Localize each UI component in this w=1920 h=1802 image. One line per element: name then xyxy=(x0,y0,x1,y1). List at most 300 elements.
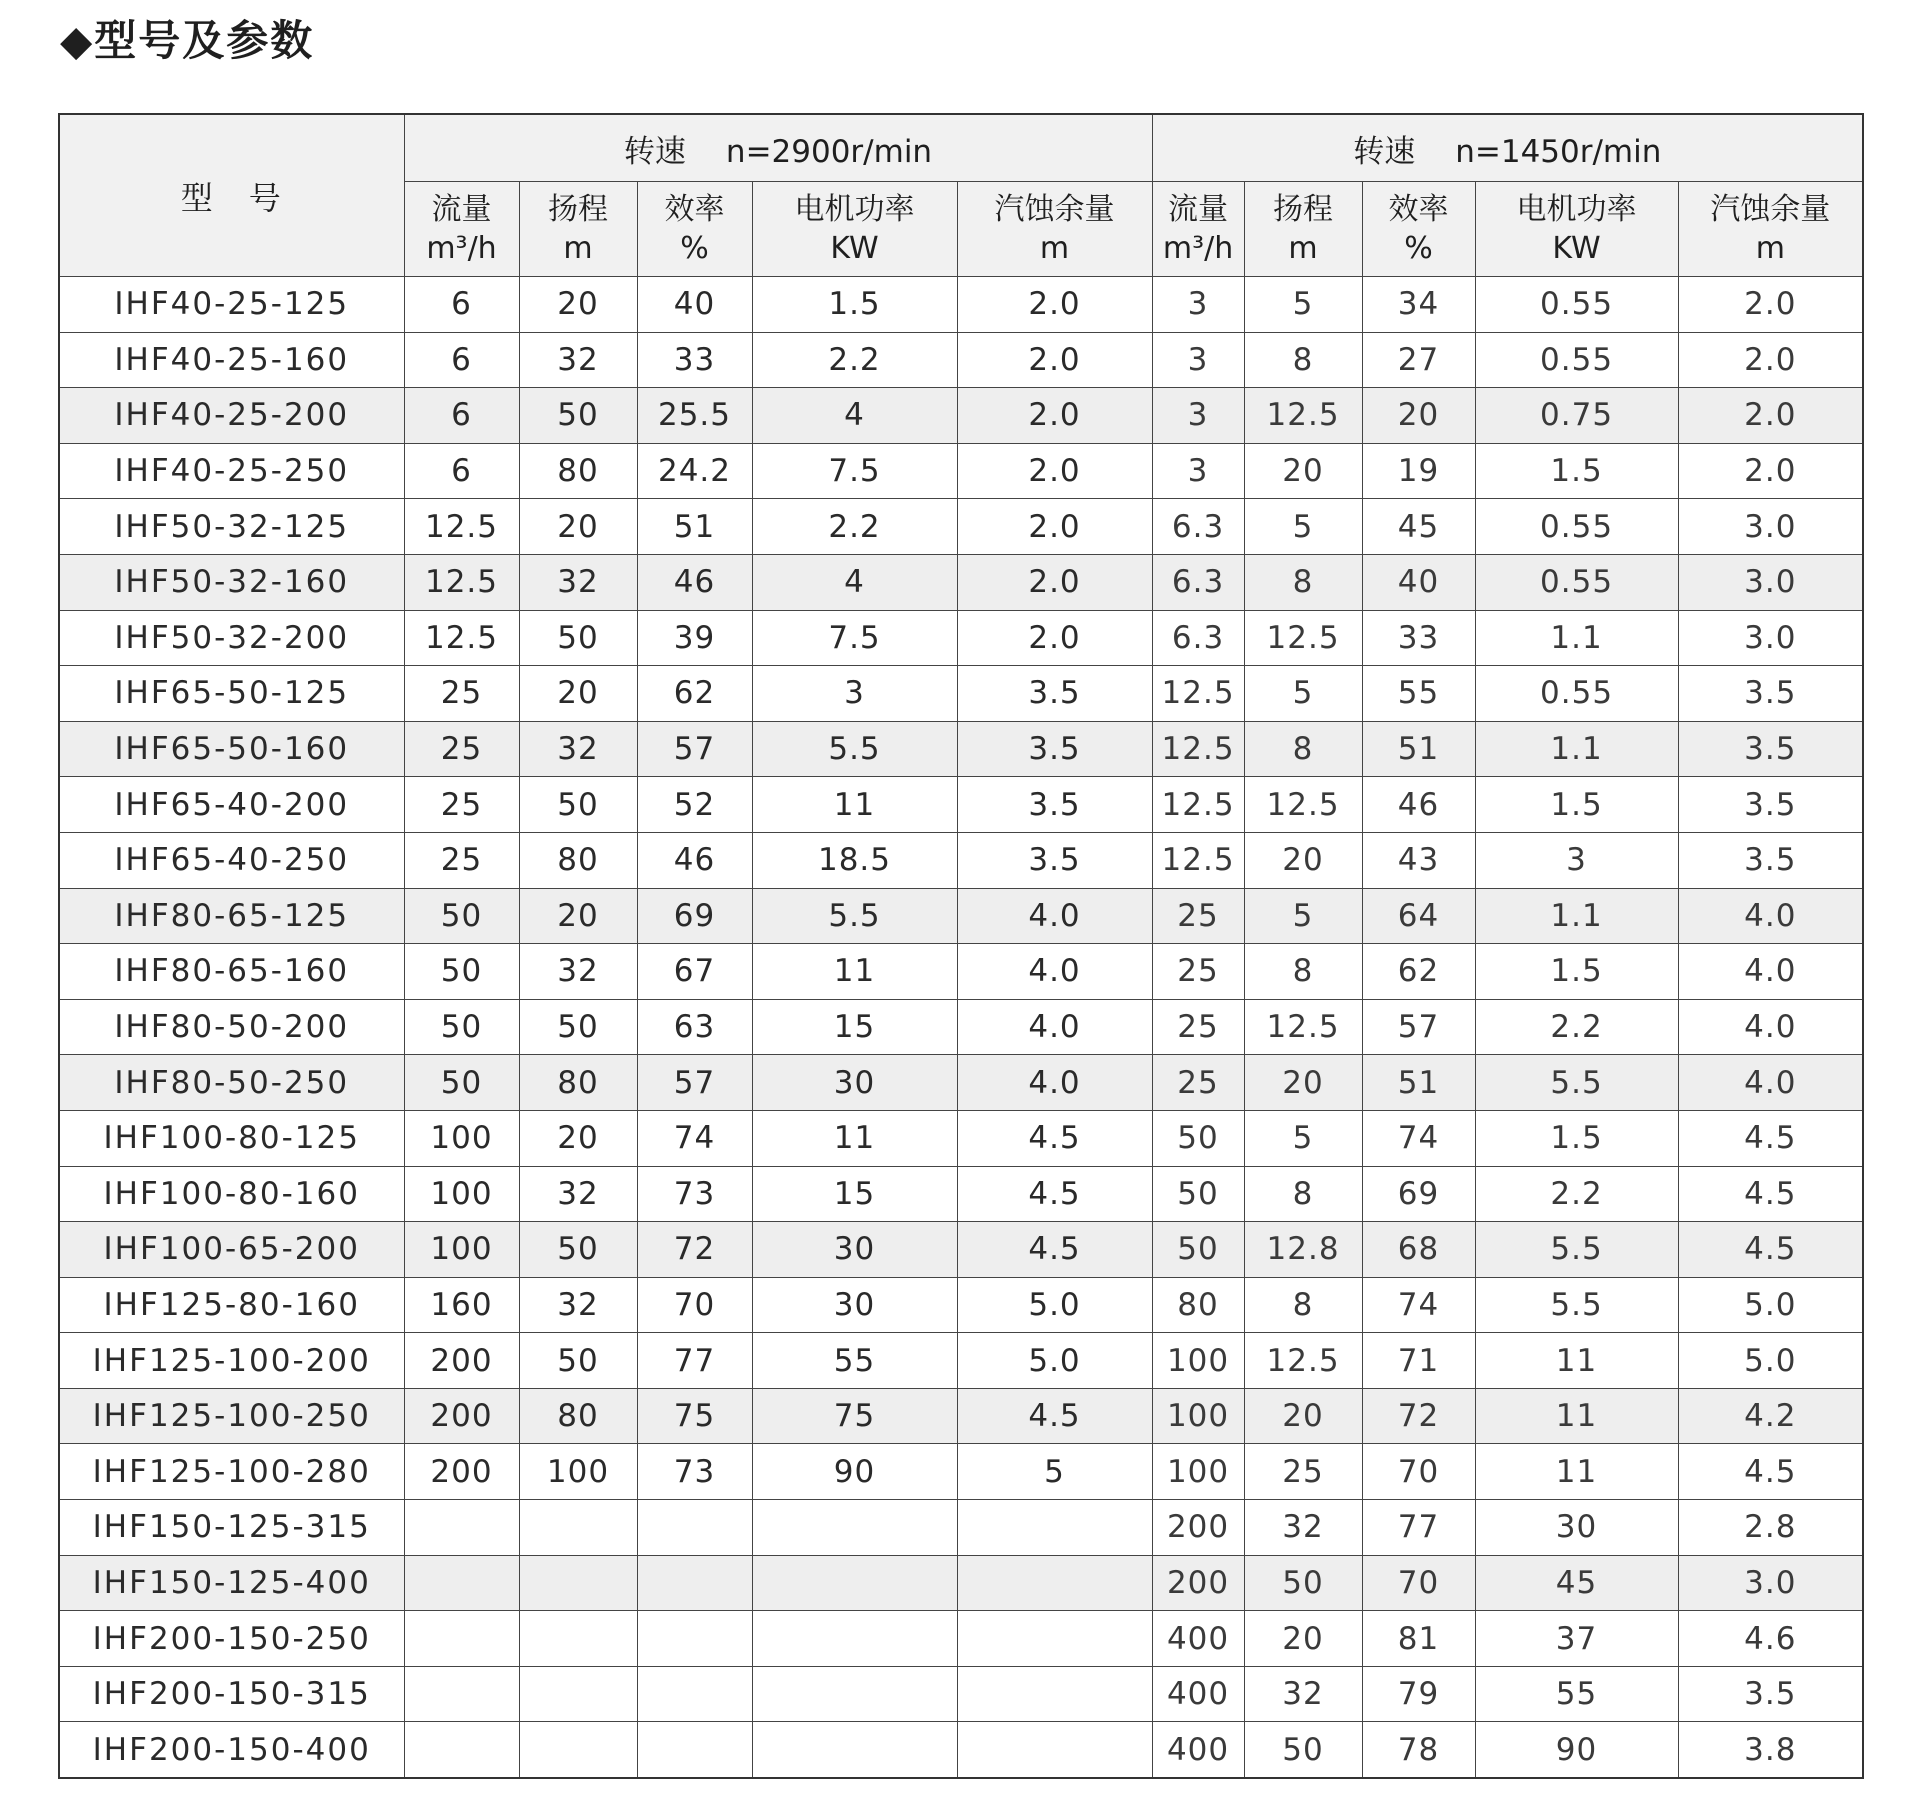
value-cell xyxy=(637,1500,752,1556)
value-cell: 46 xyxy=(637,554,752,610)
value-cell: 2.0 xyxy=(957,332,1152,388)
value-cell: 5 xyxy=(1244,1110,1362,1166)
value-cell: 1.1 xyxy=(1475,721,1678,777)
column-unit: % xyxy=(1404,231,1433,266)
value-cell: 12.5 xyxy=(1244,388,1362,444)
value-cell: 32 xyxy=(519,332,637,388)
value-cell: 57 xyxy=(1362,999,1475,1055)
column-unit: KW xyxy=(830,231,879,266)
value-cell: 11 xyxy=(752,1110,957,1166)
value-cell: 4 xyxy=(752,554,957,610)
table-row xyxy=(59,1277,1863,1333)
value-cell: 12.5 xyxy=(404,610,519,666)
value-cell: 30 xyxy=(752,1055,957,1111)
table-row xyxy=(59,1333,1863,1389)
value-cell xyxy=(752,1611,957,1667)
column-unit: m³/h xyxy=(1162,231,1234,266)
speed-value: n=1450r/min xyxy=(1455,133,1662,170)
table-row xyxy=(59,1110,1863,1166)
value-cell: 12.5 xyxy=(1244,999,1362,1055)
table-row xyxy=(59,1500,1863,1556)
value-cell: 50 xyxy=(519,1222,637,1278)
column-name: 效率 xyxy=(1388,192,1449,227)
value-cell: 2.0 xyxy=(957,277,1152,333)
value-cell: 77 xyxy=(1362,1500,1475,1556)
value-cell xyxy=(519,1666,637,1722)
model-cell: IHF200-150-250 xyxy=(59,1611,404,1667)
value-cell: 1.5 xyxy=(1475,777,1678,833)
value-cell: 1.5 xyxy=(1475,944,1678,1000)
value-cell: 5.0 xyxy=(1678,1333,1863,1389)
value-cell: 50 xyxy=(1152,1110,1244,1166)
column-header xyxy=(1152,182,1244,277)
value-cell: 4.2 xyxy=(1678,1388,1863,1444)
value-cell: 50 xyxy=(404,1055,519,1111)
value-cell: 0.55 xyxy=(1475,277,1678,333)
value-cell: 55 xyxy=(1475,1666,1678,1722)
value-cell: 2.0 xyxy=(1678,332,1863,388)
table-row xyxy=(59,1222,1863,1278)
value-cell: 50 xyxy=(1244,1555,1362,1611)
value-cell: 52 xyxy=(637,777,752,833)
value-cell: 5.0 xyxy=(1678,1277,1863,1333)
value-cell xyxy=(957,1611,1152,1667)
value-cell xyxy=(519,1500,637,1556)
value-cell: 20 xyxy=(1244,1055,1362,1111)
value-cell: 25 xyxy=(1152,1055,1244,1111)
model-cell: IHF40-25-125 xyxy=(59,277,404,333)
value-cell: 200 xyxy=(404,1444,519,1500)
table-row xyxy=(59,832,1863,888)
value-cell: 68 xyxy=(1362,1222,1475,1278)
value-cell: 32 xyxy=(519,554,637,610)
value-cell: 80 xyxy=(519,1055,637,1111)
value-cell: 5.5 xyxy=(1475,1055,1678,1111)
value-cell: 73 xyxy=(637,1444,752,1500)
value-cell: 74 xyxy=(637,1110,752,1166)
value-cell: 19 xyxy=(1362,443,1475,499)
table-row xyxy=(59,944,1863,1000)
value-cell xyxy=(752,1500,957,1556)
value-cell: 32 xyxy=(519,944,637,1000)
value-cell: 12.5 xyxy=(404,499,519,555)
value-cell: 2.0 xyxy=(1678,277,1863,333)
value-cell: 57 xyxy=(637,1055,752,1111)
value-cell: 100 xyxy=(404,1222,519,1278)
table-row xyxy=(59,1555,1863,1611)
value-cell: 55 xyxy=(752,1333,957,1389)
model-cell: IHF125-100-200 xyxy=(59,1333,404,1389)
value-cell: 51 xyxy=(1362,721,1475,777)
value-cell: 1.5 xyxy=(1475,443,1678,499)
value-cell: 72 xyxy=(637,1222,752,1278)
value-cell: 12.5 xyxy=(1244,610,1362,666)
model-cell: IHF50-32-160 xyxy=(59,554,404,610)
value-cell: 2.2 xyxy=(752,332,957,388)
value-cell: 5.0 xyxy=(957,1333,1152,1389)
value-cell: 80 xyxy=(1152,1277,1244,1333)
value-cell: 25 xyxy=(404,721,519,777)
column-name: 效率 xyxy=(664,192,725,227)
value-cell: 50 xyxy=(404,888,519,944)
column-header xyxy=(404,182,519,277)
model-cell: IHF100-65-200 xyxy=(59,1222,404,1278)
model-cell: IHF200-150-315 xyxy=(59,1666,404,1722)
value-cell: 2.0 xyxy=(957,554,1152,610)
value-cell: 69 xyxy=(637,888,752,944)
value-cell: 25 xyxy=(404,777,519,833)
value-cell: 32 xyxy=(1244,1666,1362,1722)
value-cell: 400 xyxy=(1152,1666,1244,1722)
value-cell: 4.5 xyxy=(1678,1110,1863,1166)
value-cell: 34 xyxy=(1362,277,1475,333)
value-cell: 50 xyxy=(1152,1222,1244,1278)
value-cell xyxy=(404,1722,519,1778)
value-cell: 37 xyxy=(1475,1611,1678,1667)
value-cell: 18.5 xyxy=(752,832,957,888)
speed-label: 转速 xyxy=(1353,133,1416,170)
column-name: 电机功率 xyxy=(1516,192,1637,227)
value-cell: 32 xyxy=(519,1277,637,1333)
value-cell: 3.5 xyxy=(957,721,1152,777)
value-cell xyxy=(752,1666,957,1722)
value-cell xyxy=(752,1555,957,1611)
value-cell: 0.55 xyxy=(1475,499,1678,555)
value-cell: 1.1 xyxy=(1475,888,1678,944)
value-cell: 2.2 xyxy=(752,499,957,555)
value-cell: 2.0 xyxy=(957,388,1152,444)
table-row xyxy=(59,499,1863,555)
value-cell: 55 xyxy=(1362,666,1475,722)
value-cell: 25 xyxy=(404,666,519,722)
value-cell: 33 xyxy=(1362,610,1475,666)
value-cell: 4.5 xyxy=(957,1388,1152,1444)
value-cell: 4.5 xyxy=(957,1166,1152,1222)
value-cell: 11 xyxy=(752,944,957,1000)
value-cell: 200 xyxy=(404,1388,519,1444)
spec-table xyxy=(58,113,1864,1779)
value-cell: 50 xyxy=(519,1333,637,1389)
value-cell: 7.5 xyxy=(752,610,957,666)
value-cell: 25 xyxy=(1152,999,1244,1055)
table-row xyxy=(59,1722,1863,1778)
table-row xyxy=(59,1666,1863,1722)
value-cell: 74 xyxy=(1362,1110,1475,1166)
value-cell xyxy=(404,1555,519,1611)
value-cell: 24.2 xyxy=(637,443,752,499)
value-cell: 50 xyxy=(1244,1722,1362,1778)
value-cell: 4.5 xyxy=(1678,1166,1863,1222)
value-cell: 1.1 xyxy=(1475,610,1678,666)
value-cell xyxy=(637,1666,752,1722)
value-cell: 100 xyxy=(1152,1388,1244,1444)
value-cell: 6.3 xyxy=(1152,554,1244,610)
model-cell: IHF80-65-125 xyxy=(59,888,404,944)
value-cell: 5.0 xyxy=(957,1277,1152,1333)
value-cell: 50 xyxy=(519,777,637,833)
value-cell xyxy=(637,1722,752,1778)
value-cell: 2.2 xyxy=(1475,999,1678,1055)
value-cell: 4.0 xyxy=(1678,1055,1863,1111)
value-cell: 12.5 xyxy=(1244,1333,1362,1389)
column-name: 扬程 xyxy=(548,192,608,227)
column-unit: m xyxy=(1288,231,1318,266)
value-cell: 0.55 xyxy=(1475,666,1678,722)
value-cell: 25 xyxy=(404,832,519,888)
table-row xyxy=(59,443,1863,499)
column-name: 流量 xyxy=(1168,192,1229,227)
value-cell: 75 xyxy=(752,1388,957,1444)
value-cell: 12.5 xyxy=(1152,777,1244,833)
table-row xyxy=(59,1444,1863,1500)
table-row xyxy=(59,666,1863,722)
value-cell: 400 xyxy=(1152,1611,1244,1667)
value-cell: 6 xyxy=(404,388,519,444)
value-cell: 51 xyxy=(1362,1055,1475,1111)
value-cell: 79 xyxy=(1362,1666,1475,1722)
column-unit: % xyxy=(680,231,709,266)
value-cell: 63 xyxy=(637,999,752,1055)
value-cell: 1.5 xyxy=(1475,1110,1678,1166)
table-row xyxy=(59,610,1863,666)
value-cell: 78 xyxy=(1362,1722,1475,1778)
value-cell: 20 xyxy=(1362,388,1475,444)
model-cell: IHF200-150-400 xyxy=(59,1722,404,1778)
value-cell: 0.55 xyxy=(1475,332,1678,388)
value-cell: 3.0 xyxy=(1678,1555,1863,1611)
value-cell: 2.0 xyxy=(957,499,1152,555)
value-cell: 200 xyxy=(1152,1500,1244,1556)
value-cell: 8 xyxy=(1244,721,1362,777)
value-cell: 46 xyxy=(637,832,752,888)
value-cell: 3.0 xyxy=(1678,499,1863,555)
table-row xyxy=(59,1166,1863,1222)
value-cell: 4.5 xyxy=(957,1110,1152,1166)
value-cell: 70 xyxy=(1362,1444,1475,1500)
table-row xyxy=(59,1611,1863,1667)
value-cell: 20 xyxy=(1244,1611,1362,1667)
column-unit: m xyxy=(1039,231,1070,266)
value-cell: 3.5 xyxy=(1678,777,1863,833)
model-header: 型 号 xyxy=(59,114,404,277)
value-cell: 5.5 xyxy=(1475,1222,1678,1278)
column-header xyxy=(1244,182,1362,277)
value-cell: 6.3 xyxy=(1152,499,1244,555)
value-cell: 5 xyxy=(1244,499,1362,555)
column-unit: KW xyxy=(1552,231,1601,266)
value-cell: 27 xyxy=(1362,332,1475,388)
value-cell: 3.0 xyxy=(1678,610,1863,666)
speed-label: 转速 xyxy=(623,133,686,170)
column-name: 汽蚀余量 xyxy=(1710,192,1831,227)
value-cell: 57 xyxy=(637,721,752,777)
value-cell xyxy=(957,1722,1152,1778)
value-cell: 100 xyxy=(1152,1444,1244,1500)
table-row xyxy=(59,721,1863,777)
value-cell: 11 xyxy=(1475,1333,1678,1389)
value-cell: 3.8 xyxy=(1678,1722,1863,1778)
value-cell: 32 xyxy=(519,1166,637,1222)
value-cell xyxy=(404,1666,519,1722)
model-cell: IHF65-50-125 xyxy=(59,666,404,722)
value-cell: 50 xyxy=(1152,1166,1244,1222)
model-cell: IHF100-80-160 xyxy=(59,1166,404,1222)
value-cell: 0.75 xyxy=(1475,388,1678,444)
value-cell: 3 xyxy=(1475,832,1678,888)
value-cell: 200 xyxy=(404,1333,519,1389)
value-cell: 3.5 xyxy=(957,777,1152,833)
value-cell: 100 xyxy=(1152,1333,1244,1389)
value-cell: 80 xyxy=(519,1388,637,1444)
table-row xyxy=(59,1388,1863,1444)
value-cell: 100 xyxy=(404,1166,519,1222)
value-cell: 6 xyxy=(404,277,519,333)
model-cell: IHF65-50-160 xyxy=(59,721,404,777)
value-cell xyxy=(404,1500,519,1556)
model-cell: IHF80-50-250 xyxy=(59,1055,404,1111)
value-cell: 100 xyxy=(519,1444,637,1500)
value-cell: 1.5 xyxy=(752,277,957,333)
value-cell: 30 xyxy=(752,1277,957,1333)
value-cell: 30 xyxy=(752,1222,957,1278)
value-cell xyxy=(637,1555,752,1611)
value-cell xyxy=(957,1500,1152,1556)
value-cell: 70 xyxy=(637,1277,752,1333)
value-cell: 3.5 xyxy=(1678,832,1863,888)
value-cell xyxy=(404,1611,519,1667)
section-heading: ◆型号及参数 xyxy=(60,16,315,65)
value-cell: 4 xyxy=(752,388,957,444)
value-cell: 39 xyxy=(637,610,752,666)
model-cell: IHF80-65-160 xyxy=(59,944,404,1000)
value-cell: 62 xyxy=(637,666,752,722)
value-cell: 2.0 xyxy=(957,443,1152,499)
value-cell: 11 xyxy=(752,777,957,833)
value-cell: 80 xyxy=(519,832,637,888)
value-cell: 4.0 xyxy=(1678,999,1863,1055)
table-row xyxy=(59,554,1863,610)
value-cell: 2.0 xyxy=(957,610,1152,666)
value-cell: 8 xyxy=(1244,332,1362,388)
value-cell: 90 xyxy=(1475,1722,1678,1778)
value-cell: 15 xyxy=(752,1166,957,1222)
value-cell: 4.6 xyxy=(1678,1611,1863,1667)
value-cell: 15 xyxy=(752,999,957,1055)
value-cell: 11 xyxy=(1475,1444,1678,1500)
value-cell: 45 xyxy=(1475,1555,1678,1611)
value-cell: 200 xyxy=(1152,1555,1244,1611)
value-cell: 50 xyxy=(519,610,637,666)
value-cell xyxy=(519,1722,637,1778)
value-cell: 3 xyxy=(1152,443,1244,499)
speed-header-2900 xyxy=(404,114,1152,182)
column-unit: m xyxy=(563,231,593,266)
value-cell: 33 xyxy=(637,332,752,388)
table-row xyxy=(59,1055,1863,1111)
column-header xyxy=(637,182,752,277)
value-cell: 43 xyxy=(1362,832,1475,888)
value-cell: 50 xyxy=(519,388,637,444)
value-cell: 70 xyxy=(1362,1555,1475,1611)
value-cell: 3.5 xyxy=(957,666,1152,722)
model-cell: IHF150-125-315 xyxy=(59,1500,404,1556)
value-cell: 62 xyxy=(1362,944,1475,1000)
column-unit: m xyxy=(1755,231,1785,266)
table-row xyxy=(59,332,1863,388)
speed-header-1450 xyxy=(1152,114,1863,182)
value-cell xyxy=(519,1555,637,1611)
value-cell: 4.0 xyxy=(957,888,1152,944)
value-cell: 3.5 xyxy=(1678,666,1863,722)
value-cell: 20 xyxy=(519,888,637,944)
value-cell: 4.5 xyxy=(957,1222,1152,1278)
value-cell xyxy=(519,1611,637,1667)
value-cell: 25 xyxy=(1152,888,1244,944)
value-cell: 4.5 xyxy=(1678,1222,1863,1278)
value-cell: 12.8 xyxy=(1244,1222,1362,1278)
column-header xyxy=(519,182,637,277)
value-cell: 71 xyxy=(1362,1333,1475,1389)
value-cell: 4.0 xyxy=(1678,944,1863,1000)
value-cell: 45 xyxy=(1362,499,1475,555)
column-unit: m³/h xyxy=(426,231,497,266)
value-cell: 5 xyxy=(1244,277,1362,333)
value-cell: 6 xyxy=(404,332,519,388)
value-cell: 25.5 xyxy=(637,388,752,444)
table-row xyxy=(59,999,1863,1055)
model-cell: IHF40-25-250 xyxy=(59,443,404,499)
value-cell: 7.5 xyxy=(752,443,957,499)
value-cell: 72 xyxy=(1362,1388,1475,1444)
value-cell: 40 xyxy=(637,277,752,333)
value-cell: 5 xyxy=(1244,666,1362,722)
column-name: 电机功率 xyxy=(794,192,915,227)
column-name: 汽蚀余量 xyxy=(994,192,1115,227)
value-cell: 69 xyxy=(1362,1166,1475,1222)
value-cell: 50 xyxy=(519,999,637,1055)
value-cell: 5.5 xyxy=(752,721,957,777)
column-header xyxy=(1475,182,1678,277)
value-cell: 75 xyxy=(637,1388,752,1444)
value-cell: 4.0 xyxy=(1678,888,1863,944)
value-cell: 40 xyxy=(1362,554,1475,610)
column-header xyxy=(752,182,957,277)
value-cell: 3.5 xyxy=(957,832,1152,888)
value-cell: 30 xyxy=(1475,1500,1678,1556)
value-cell: 74 xyxy=(1362,1277,1475,1333)
value-cell xyxy=(957,1666,1152,1722)
value-cell: 32 xyxy=(519,721,637,777)
table-row xyxy=(59,777,1863,833)
value-cell: 25 xyxy=(1152,944,1244,1000)
model-cell: IHF65-40-250 xyxy=(59,832,404,888)
speed-value: n=2900r/min xyxy=(725,133,933,170)
table-row xyxy=(59,277,1863,333)
column-header xyxy=(1362,182,1475,277)
value-cell: 5 xyxy=(957,1444,1152,1500)
value-cell: 50 xyxy=(404,999,519,1055)
model-cell: IHF100-80-125 xyxy=(59,1110,404,1166)
value-cell: 20 xyxy=(519,1110,637,1166)
value-cell: 2.2 xyxy=(1475,1166,1678,1222)
value-cell: 2.8 xyxy=(1678,1500,1863,1556)
column-name: 流量 xyxy=(431,192,492,227)
value-cell: 20 xyxy=(1244,832,1362,888)
value-cell: 5.5 xyxy=(1475,1277,1678,1333)
model-cell: IHF125-80-160 xyxy=(59,1277,404,1333)
value-cell: 12.5 xyxy=(404,554,519,610)
value-cell: 8 xyxy=(1244,944,1362,1000)
